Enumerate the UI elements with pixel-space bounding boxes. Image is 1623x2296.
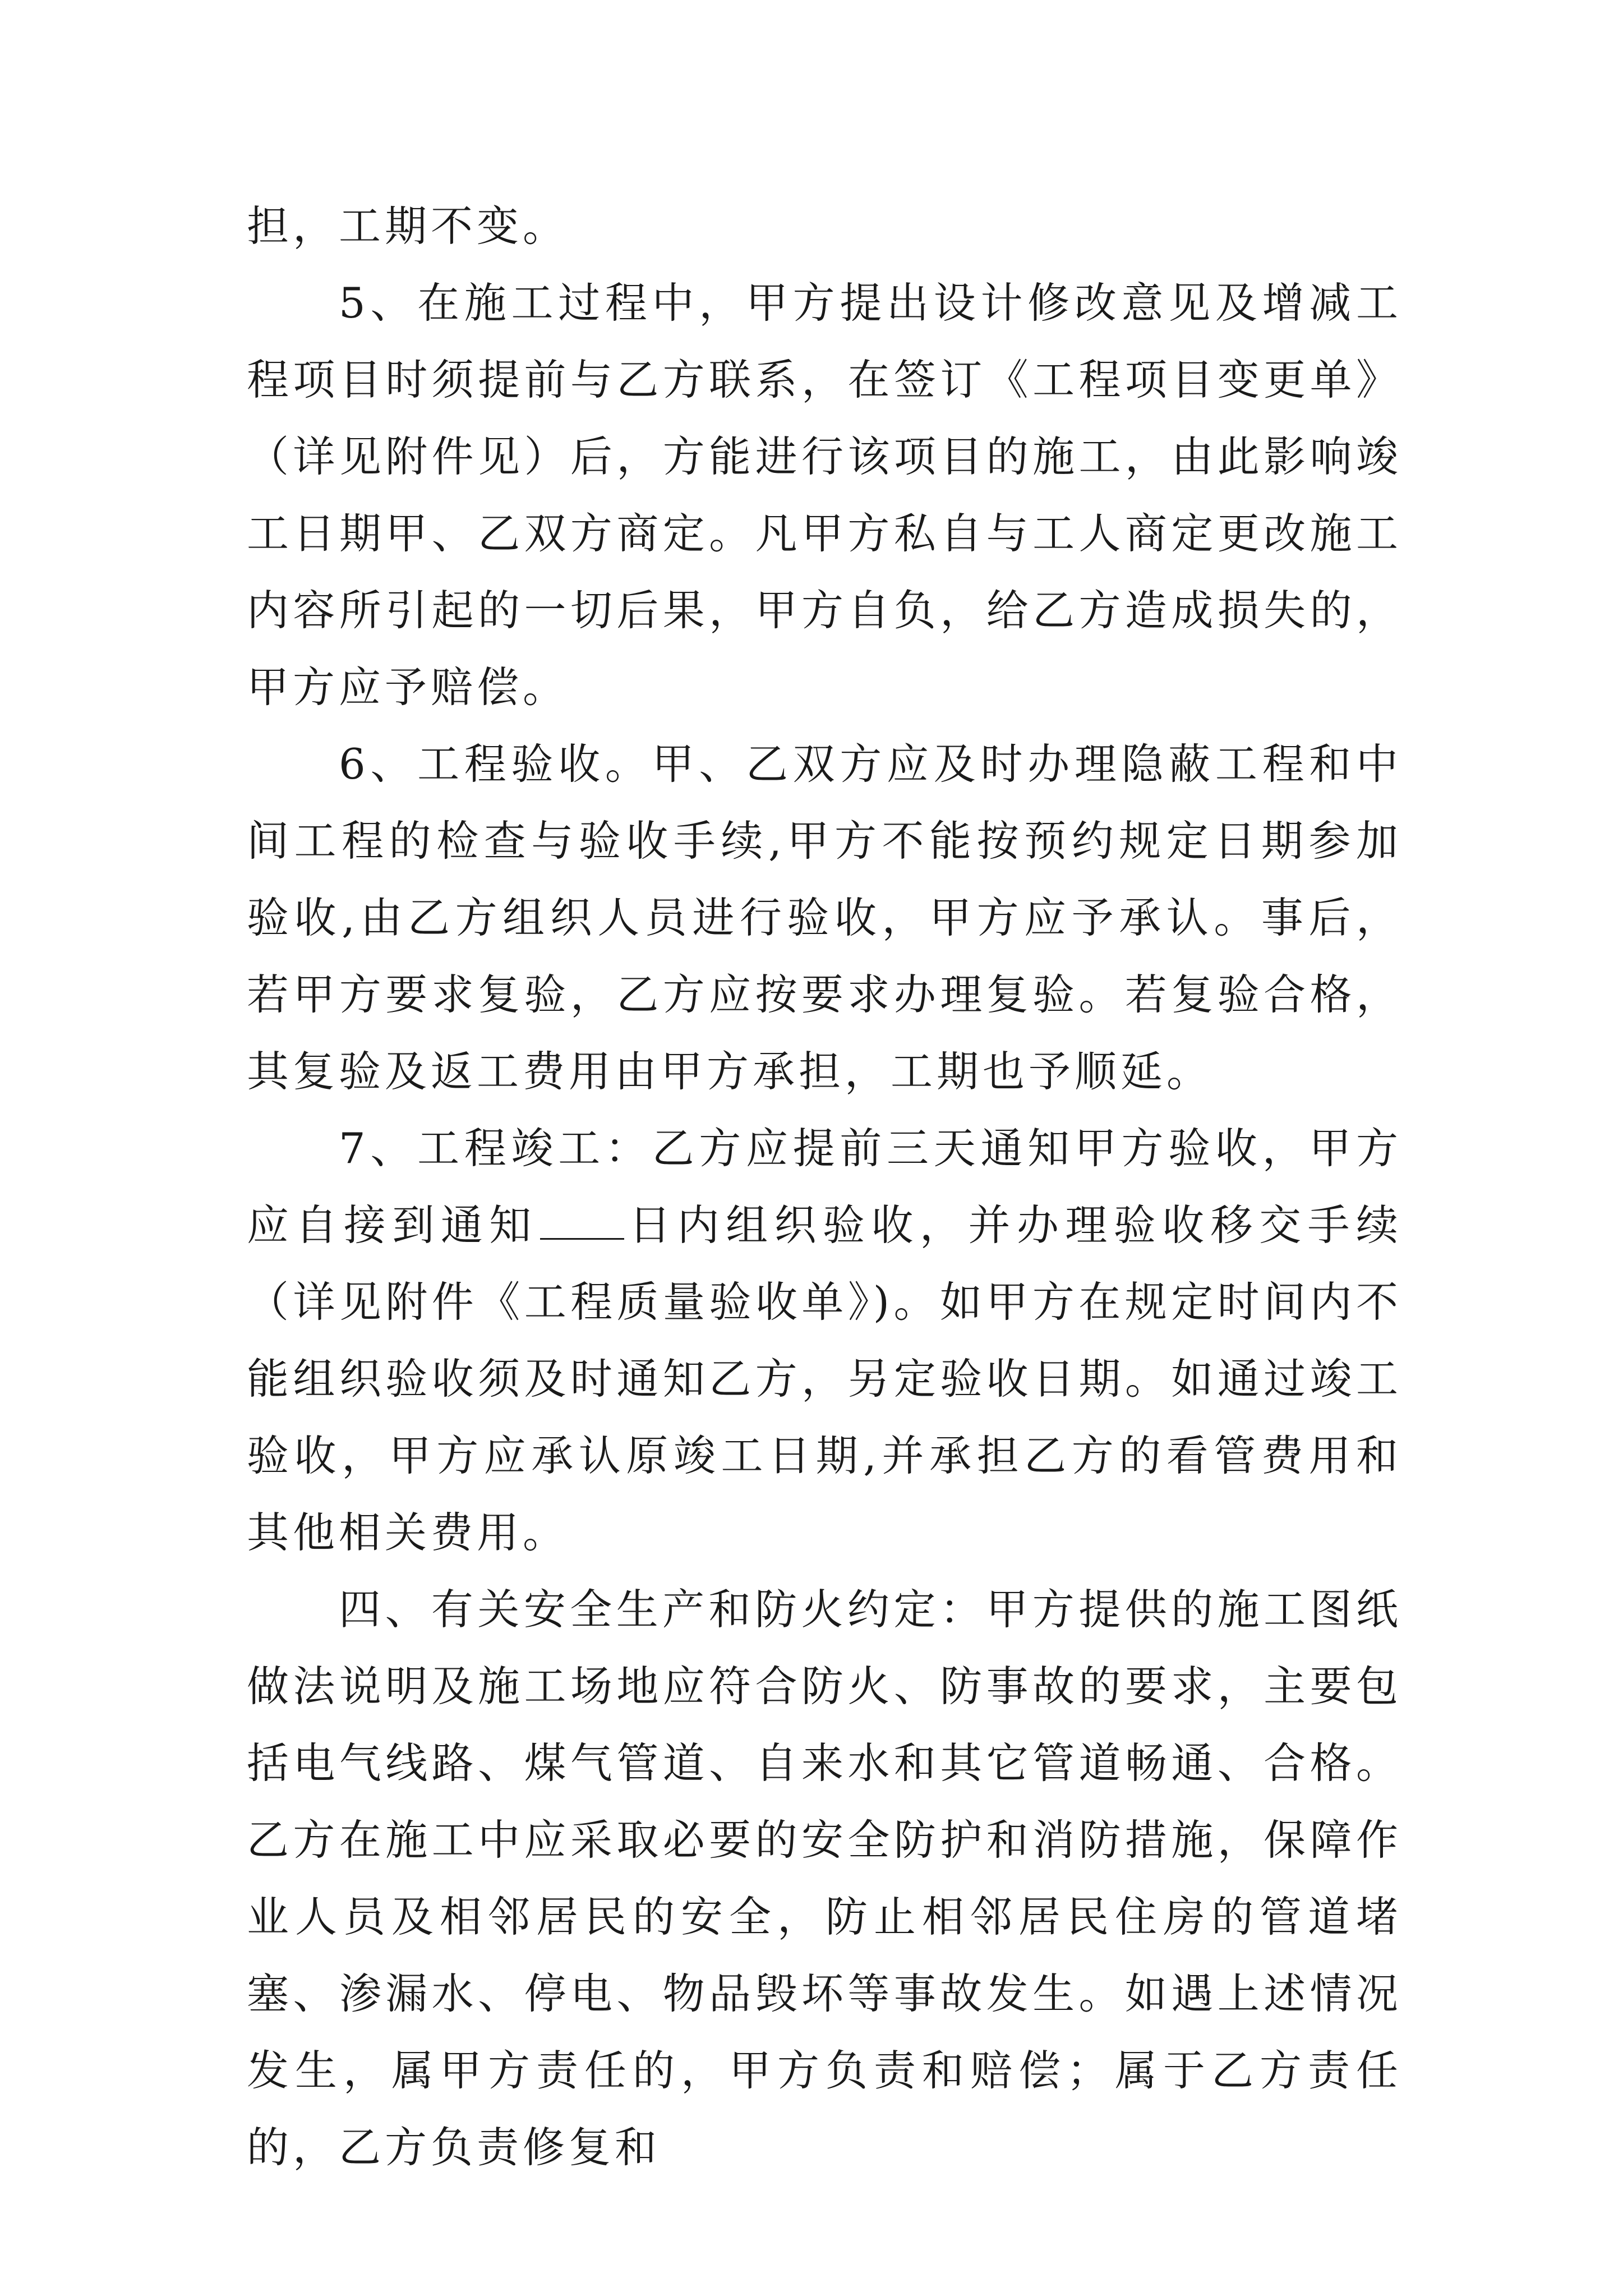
document-body [247, 188, 1402, 2186]
fill-in-blank-days [540, 1204, 624, 1240]
paragraph-continuation: 担，工期不变。 [247, 201, 569, 251]
paragraph-clause-7 [247, 1110, 1402, 1571]
clause-7-text-before: 7、工程竣工：乙方应提前三天通知甲方验收，甲方应自接到通知 [247, 1124, 1402, 1250]
paragraph-clause-5: 5、在施工过程中，甲方提出设计修改意见及增减工程项目时须提前与乙方联系，在签订《工程项目变更单》（详见附件见）后，方能进行该项目的施工，由此影响竣工日期甲、乙双方商定。凡甲方私自与工人商定更改施工内容所引起的一切后果，甲方自负，给乙方造成损失的，甲方应予赔偿。 [247, 278, 1402, 712]
paragraph-section-4-safety: 四、有关安全生产和防火约定：甲方提供的施工图纸做法说明及施工场地应符合防火、防事故的要求，主要包括电气线路、煤气管道、自来水和其它管道畅通、合格。乙方在施工中应采取必要的安全防护和消防措施，保障作业人员及相邻居民的安全，防止相邻居民住房的管道堵塞、渗漏水、停电、物品毁坏等事故发生。如遇上述情况发生，属甲方责任的，甲方负责和赔偿；属于乙方责任的，乙方负责修复和 [247, 1585, 1402, 2172]
clause-7-text-after: 日内组织验收，并办理验收移交手续（详见附件《工程质量验收单》)。如甲方在规定时间内不能组织验收须及时通知乙方，另定验收日期。如通过竣工验收，甲方应承认原竣工日期,并承担乙方的看管费用和其他相关费用。 [247, 1200, 1402, 1557]
paragraph-clause-6: 6、工程验收。甲、乙双方应及时办理隐蔽工程和中间工程的检查与验收手续,甲方不能按预约规定日期参加验收,由乙方组织人员进行验收，甲方应予承认。事后，若甲方要求复验，乙方应按要求办理复验。若复验合格，其复验及返工费用由甲方承担，工期也予顺延。 [247, 739, 1402, 1096]
